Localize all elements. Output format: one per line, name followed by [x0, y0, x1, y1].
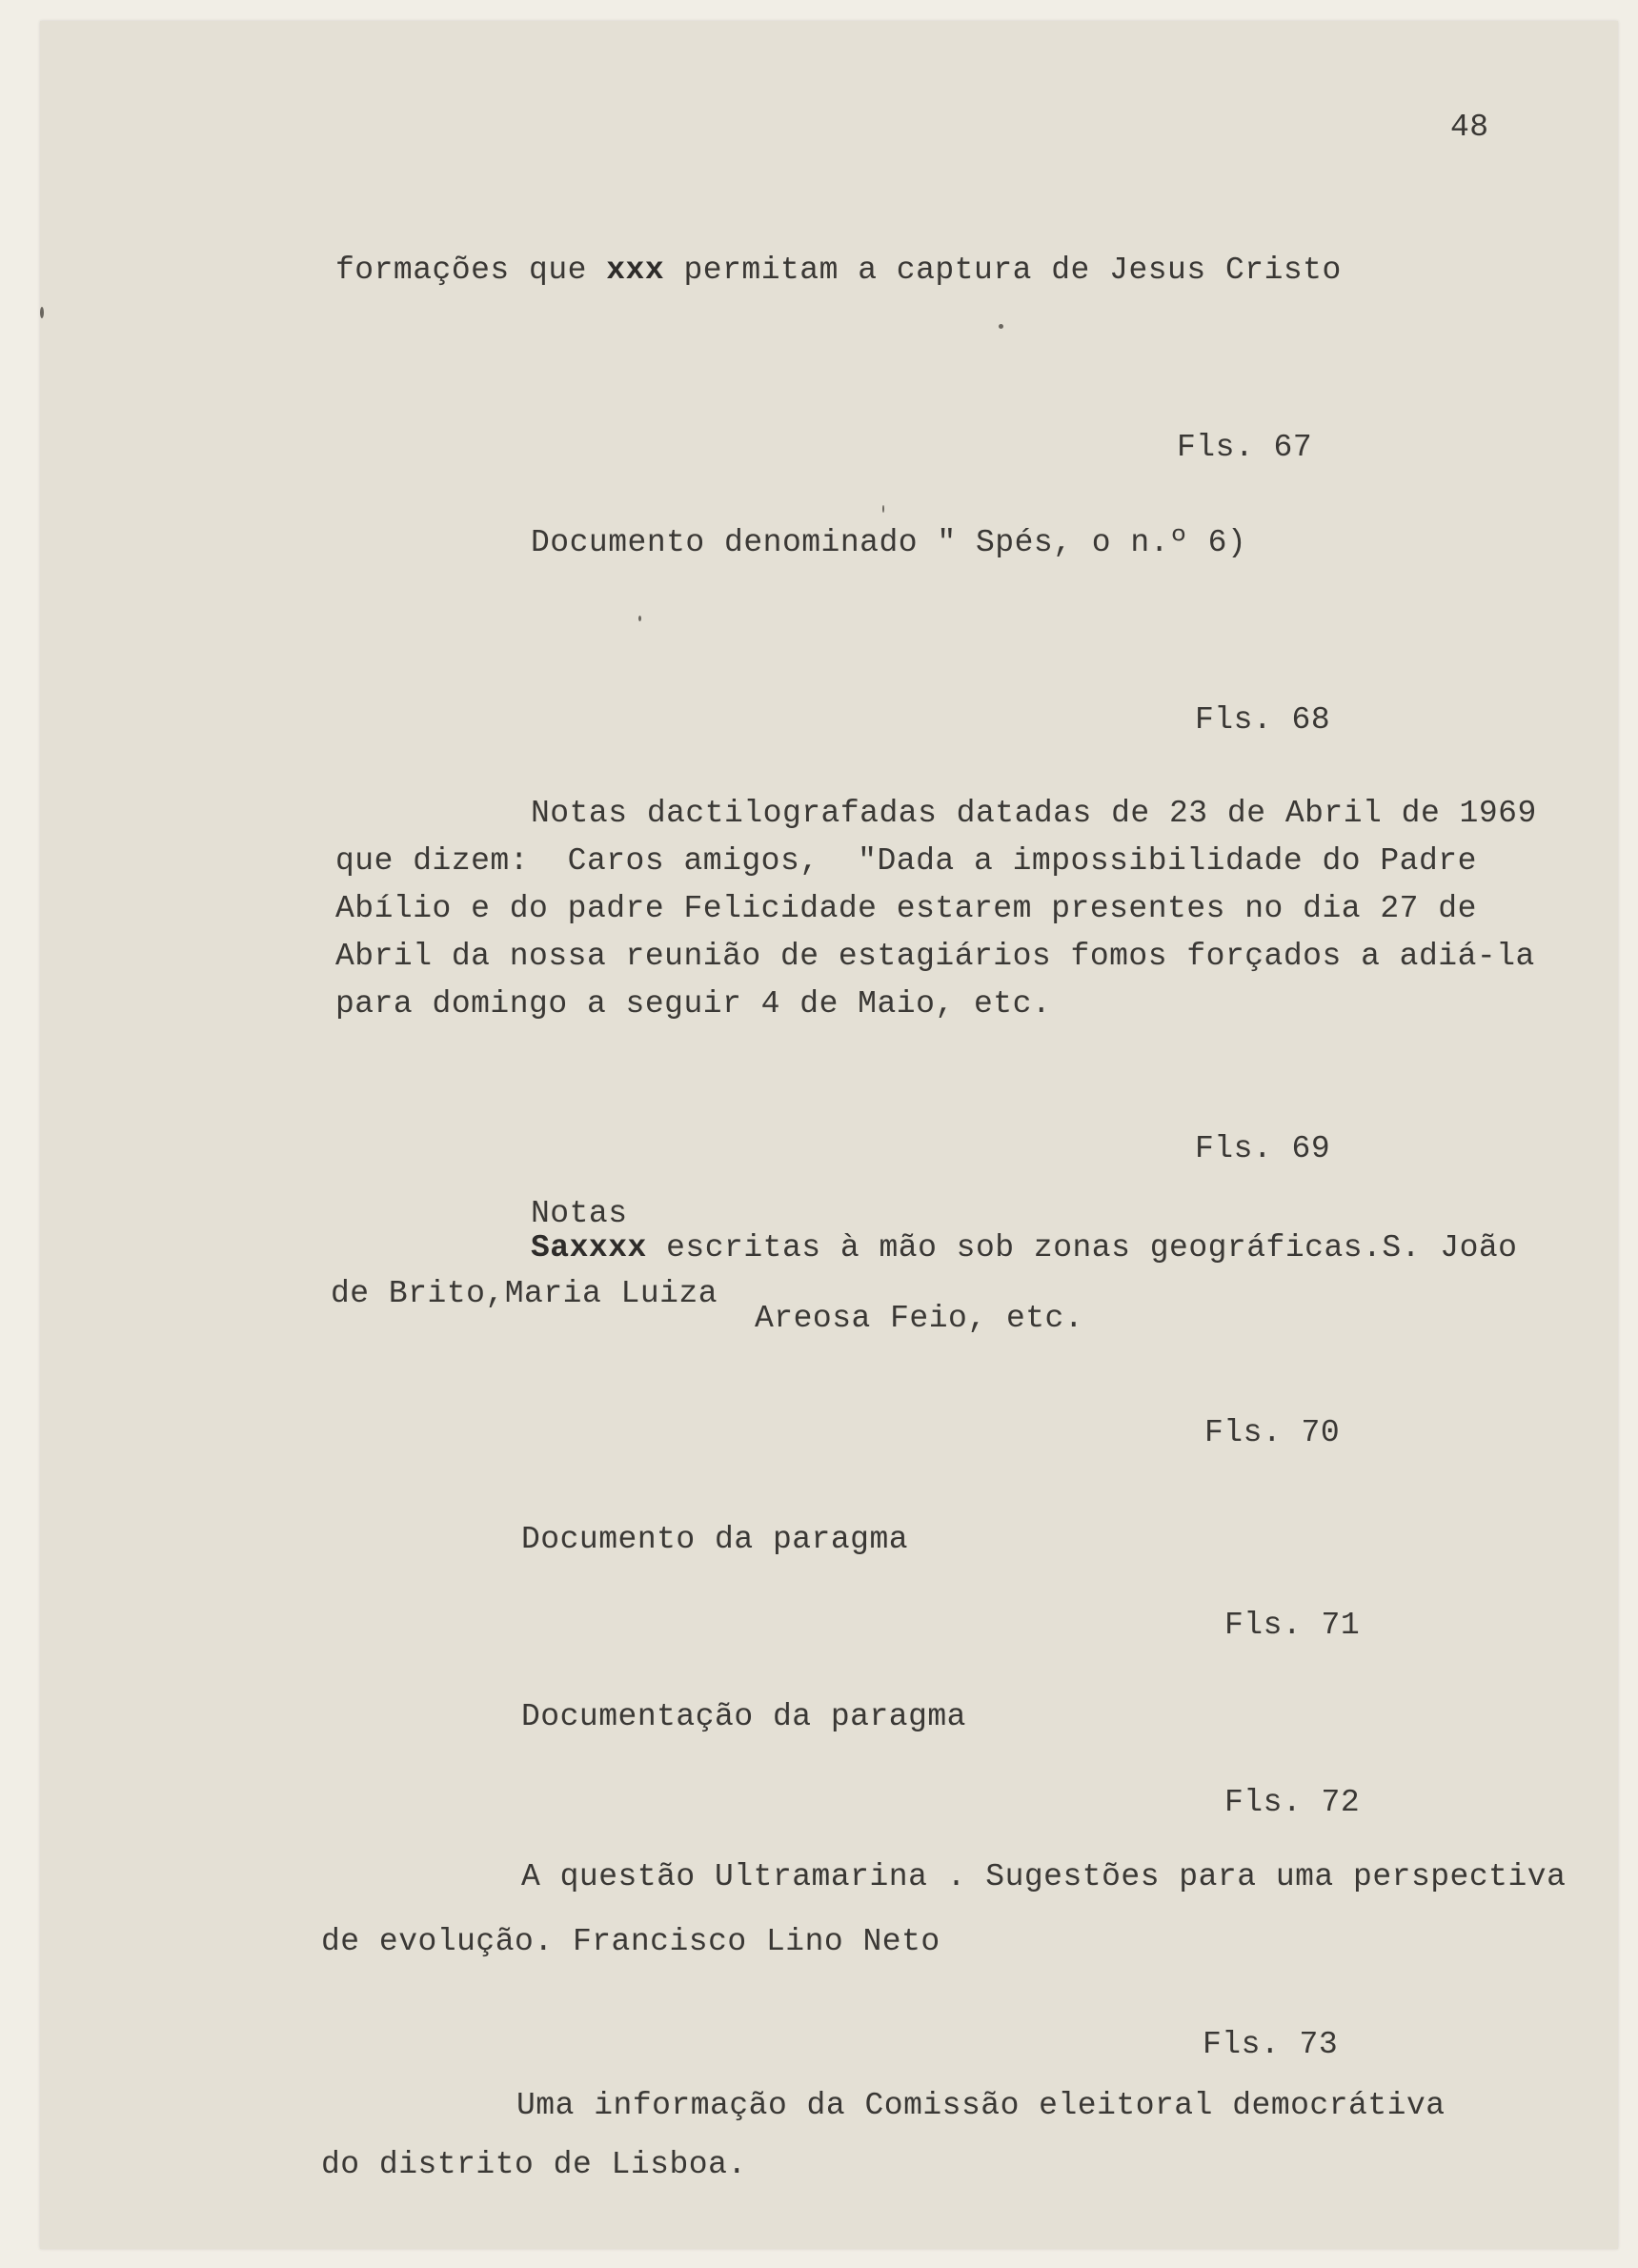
- section-text: Documentação da paragma: [521, 1699, 966, 1734]
- folio-reference: Fls. 73: [1203, 2027, 1339, 2062]
- text-fragment: permitam a captura de Jesus Cristo: [664, 253, 1342, 288]
- text-fragment: formações que: [335, 253, 607, 288]
- section-text: de evolução. Francisco Lino Neto: [321, 1924, 940, 1959]
- folio-reference: Fls. 68: [1195, 702, 1331, 738]
- page-number: 48: [1450, 110, 1489, 145]
- folio-reference: Fls. 70: [1204, 1415, 1341, 1450]
- paper-speck: [999, 324, 1003, 329]
- text-line: [531, 1229, 1517, 1267]
- section-text: Documento denominado " Spés, o n.º 6): [531, 525, 1247, 560]
- typed-strikeout: xxx: [606, 253, 665, 288]
- folio-reference: Fls. 72: [1224, 1785, 1361, 1820]
- section-text: que dizem: Caros amigos, "Dada a impossibilidade do Padre: [335, 843, 1477, 879]
- paper-speck: [40, 307, 44, 318]
- section-text: Uma informação da Comissão eleitoral democrátiva: [516, 2088, 1446, 2123]
- text-fragment: escritas à mão sob zonas geográficas.S. João: [646, 1230, 1518, 1266]
- section-text: Abril da nossa reunião de estagiários fomos forçados a adiá-la: [335, 939, 1535, 974]
- section-text: para domingo a seguir 4 de Maio, etc.: [335, 986, 1052, 1022]
- section-text: do distrito de Lisboa.: [321, 2147, 747, 2182]
- folio-reference: Fls. 71: [1224, 1608, 1361, 1643]
- section-text: Abílio e do padre Felicidade estarem presentes no dia 27 de: [335, 891, 1477, 926]
- text-line: [335, 252, 1342, 290]
- section-text: A questão Ultramarina . Sugestões para uma perspectiva: [521, 1859, 1567, 1894]
- document-page: [40, 21, 1618, 2249]
- paper-speck: [638, 616, 641, 621]
- typed-strikeout: Saxxxx: [531, 1230, 647, 1266]
- folio-reference: Fls. 69: [1195, 1131, 1331, 1166]
- section-text: Areosa Feio, etc.: [755, 1301, 1084, 1336]
- section-text: de Brito,Maria Luiza: [331, 1276, 718, 1311]
- section-text: Notas dactilografadas datadas de 23 de Abril de 1969: [531, 796, 1537, 831]
- paper-speck: [882, 505, 884, 513]
- section-text: Notas: [531, 1196, 628, 1231]
- folio-reference: Fls. 67: [1177, 430, 1313, 465]
- section-text: Documento da paragma: [521, 1522, 909, 1557]
